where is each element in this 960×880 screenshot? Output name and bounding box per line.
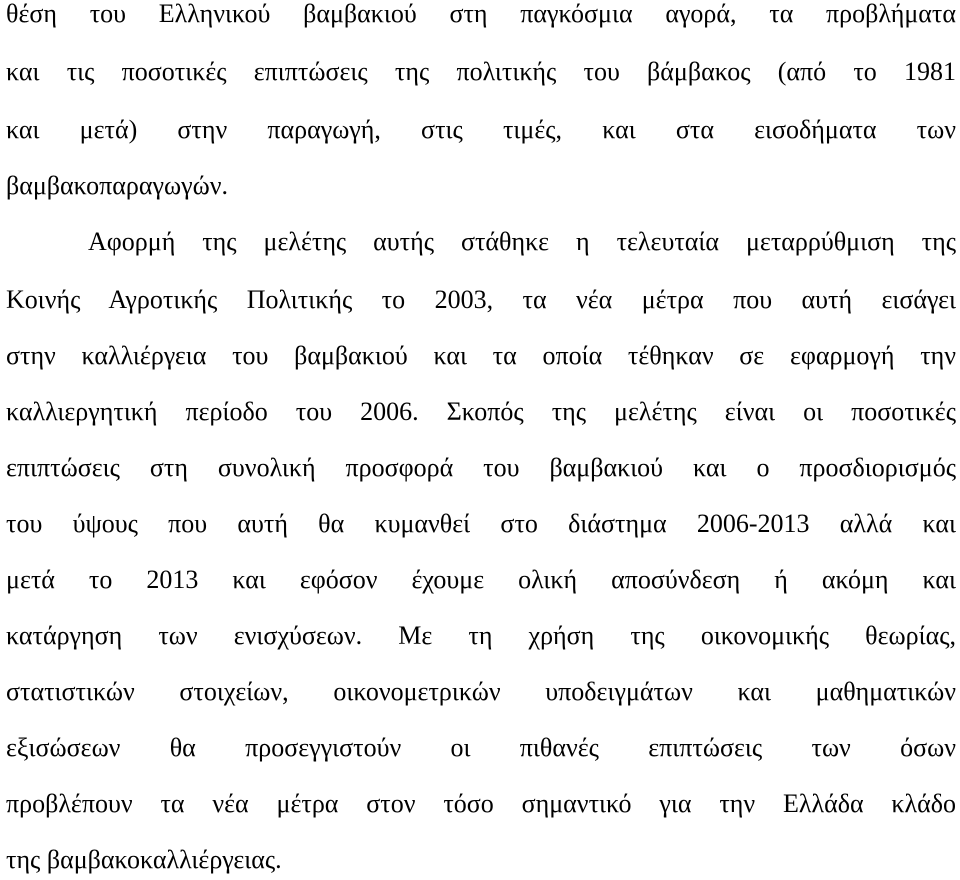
text-line-11: μετά το 2013 και εφόσον έχουμε ολική αποσύνδεση ή ακόμη και xyxy=(6,565,956,594)
text-line-7: στην καλλιέργεια του βαμβακιού και τα οποία τέθηκαν σε εφαρμογή την xyxy=(6,341,956,370)
text-line-4: βαμβακοπαραγωγών. xyxy=(6,171,228,200)
text-line-2: και τις ποσοτικές επιπτώσεις της πολιτικής του βάμβακος (από το 1981 xyxy=(6,57,956,86)
text-line-12: κατάργηση των ενισχύσεων. Με τη χρήση της οικονομικής θεωρίας, xyxy=(6,621,956,650)
text-line-15: προβλέπουν τα νέα μέτρα στον τόσο σημαντικό για την Ελλάδα κλάδο xyxy=(6,789,956,818)
text-line-10: του ύψους που αυτή θα κυμανθεί στο διάστημα 2006-2013 αλλά και xyxy=(6,509,956,538)
text-line-1: θέση του Ελληνικού βαμβακιού στη παγκόσμια αγορά, τα προβλήματα xyxy=(6,0,956,28)
text-line-6: Κοινής Αγροτικής Πολιτικής το 2003, τα νέα μέτρα που αυτή εισάγει xyxy=(6,285,956,314)
text-line-16: της βαμβακοκαλλιέργειας. xyxy=(6,845,282,874)
text-line-3: και μετά) στην παραγωγή, στις τιμές, και στα εισοδήματα των xyxy=(6,115,956,144)
text-line-9: επιπτώσεις στη συνολική προσφορά του βαμβακιού και ο προσδιορισμός xyxy=(6,453,956,482)
text-line-8: καλλιεργητική περίοδο του 2006. Σκοπός της μελέτης είναι οι ποσοτικές xyxy=(6,397,956,426)
paragraph-2-first-line: Αφορμή της μελέτης αυτής στάθηκε η τελευταία μεταρρύθμιση της xyxy=(88,227,956,256)
text-line-13: στατιστικών στοιχείων, οικονομετρικών υποδειγμάτων και μαθηματικών xyxy=(6,677,956,706)
text-line-14: εξισώσεων θα προσεγγιστούν οι πιθανές επιπτώσεις των όσων xyxy=(6,733,956,762)
